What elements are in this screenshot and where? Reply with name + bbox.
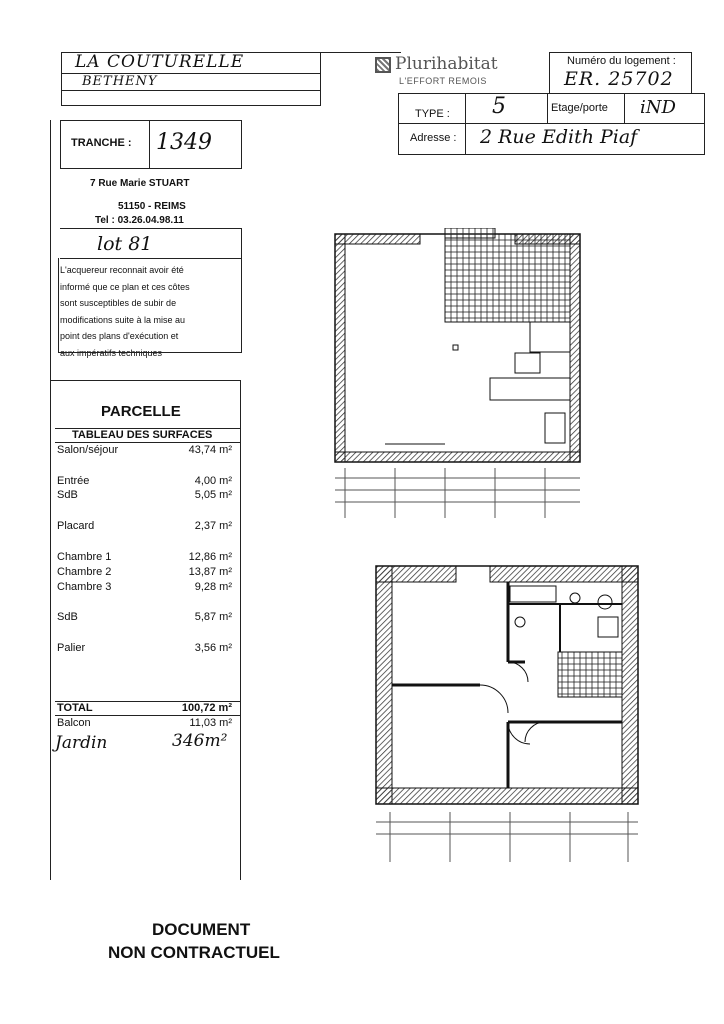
surface-label: SdB (57, 489, 78, 501)
type-label: TYPE : (415, 108, 450, 120)
surface-value: 13,87 m² (188, 566, 232, 578)
surface-value: 9,28 m² (194, 581, 232, 593)
surface-value: 5,05 m² (194, 489, 232, 501)
floor-divider (624, 93, 625, 123)
notice-line: point des plans d'exécution et (60, 331, 179, 341)
logo-subtitle: L'EFFORT REMOIS (399, 76, 487, 86)
notice-text (60, 262, 240, 361)
logo (375, 54, 515, 90)
project-name: LA COUTURELLE (75, 52, 245, 72)
address-value: 2 Rue Edith Piaf (480, 126, 638, 148)
notice-rule (58, 352, 242, 353)
surface-label: Chambre 3 (57, 581, 112, 593)
notice-left-border (58, 258, 59, 352)
header-rule (321, 52, 401, 53)
floor-value: iND (640, 97, 676, 118)
surface-label: Placard (57, 520, 95, 532)
project-town: BETHENY (82, 74, 158, 89)
left-column-border (50, 120, 51, 880)
footer-line-2: NON CONTRACTUEL (108, 943, 280, 962)
surface-label: Chambre 1 (57, 551, 112, 563)
lot-number: lot 81 (97, 233, 153, 255)
tranche-value: 1349 (156, 130, 212, 155)
total-label: TOTAL (57, 702, 93, 714)
surface-label: Palier (57, 642, 86, 654)
agency-tel: Tel : 03.26.04.98.11 (95, 215, 184, 226)
type-value: 5 (492, 94, 506, 119)
jardin-value: 346m² (172, 731, 228, 751)
notice-line: sont susceptibles de subir de (60, 298, 177, 308)
parcelle-right-border (240, 380, 241, 880)
tranche-label: TRANCHE : (71, 137, 132, 149)
floor-divider (547, 93, 548, 123)
logo-mark-icon (375, 57, 391, 73)
type-divider (465, 93, 466, 155)
notice-line: modifications suite à la mise au (60, 314, 186, 325)
parcelle-top-rule (50, 380, 240, 381)
table-title: TABLEAU DES SURFACES (72, 429, 213, 441)
table-title-rule (55, 442, 240, 443)
parcelle-title: PARCELLE (101, 403, 181, 420)
surface-value: 43,74 m² (188, 444, 232, 456)
project-box-divider (61, 90, 321, 91)
notice-line: informé que ce plan et ces côtes (60, 281, 190, 292)
housing-number-value: ER. 25702 (564, 68, 674, 90)
notice-right-border (241, 258, 242, 352)
agency-street: 7 Rue Marie STUART (90, 178, 190, 189)
balcon-value: 11,03 m² (189, 717, 232, 729)
agency-rule (60, 228, 242, 229)
first-floor-plan (370, 562, 640, 862)
surface-value: 12,86 m² (188, 551, 232, 563)
surface-label: SdB (57, 611, 78, 623)
surface-value: 2,37 m² (194, 520, 232, 532)
agency-right-border (241, 228, 242, 258)
surface-value: 4,00 m² (194, 475, 232, 487)
balcon-label: Balcon (57, 717, 91, 729)
notice-line: L'acquereur reconnait avoir été (60, 265, 184, 275)
logo-brand: Plurihabitat (395, 54, 498, 74)
housing-number-label: Numéro du logement : (567, 55, 676, 67)
surface-label: Entrée (57, 475, 90, 487)
jardin-label: Jardin (55, 733, 108, 753)
type-address-divider (398, 123, 705, 124)
lot-rule (60, 258, 242, 259)
floor-label: Etage/porte (551, 102, 608, 114)
tranche-divider (149, 120, 150, 169)
footer-line-1: DOCUMENT (152, 920, 251, 939)
surface-value: 5,87 m² (194, 611, 232, 623)
surface-label: Salon/séjour (57, 444, 119, 456)
address-label: Adresse : (410, 132, 457, 144)
notice-line: aux impératifs techniques (60, 347, 163, 358)
ground-floor-plan (325, 228, 595, 518)
total-value: 100,72 m² (181, 702, 232, 714)
surface-value: 3,56 m² (194, 642, 232, 654)
total-rule (55, 715, 240, 716)
agency-city: 51150 - REIMS (118, 201, 186, 212)
surface-label: Chambre 2 (57, 566, 112, 578)
